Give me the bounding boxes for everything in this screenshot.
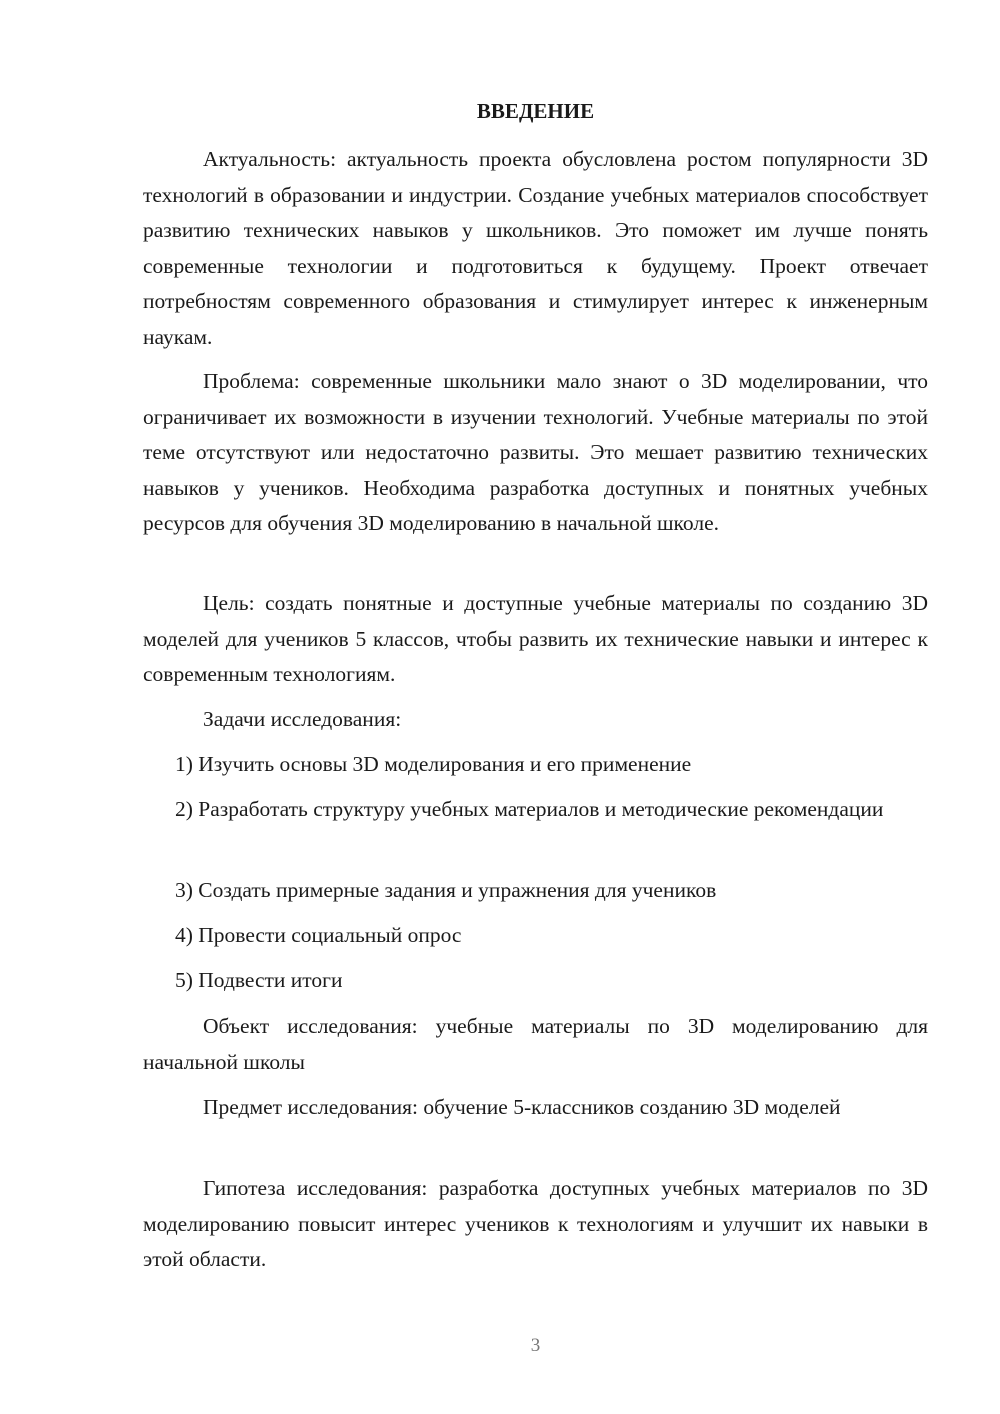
page-number: 3 — [530, 1335, 541, 1356]
task-item-1: 1) Изучить основы 3D моделирования и его применение — [175, 752, 692, 776]
task-item-4: 4) Провести социальный опрос — [175, 923, 462, 947]
task-item-2: 2) Разработать структуру учебных материалов и методические рекомендации — [175, 797, 884, 821]
paragraph-relevance: Актуальность: актуальность проекта обусловлена ростом популярности 3D технологий в образовании и индустрии. Создание учебных материалов способствует развитию технических навыков у школьников. Это поможет им лучше понять современные технологии и подготовиться к будущему. Проект отвечает потребностям современного образования и стимулирует интерес к инженерным наукам. — [143, 147, 928, 349]
paragraph-object: Объект исследования: учебные материалы по 3D моделированию для начальной школы — [143, 1014, 928, 1074]
task-item-3: 3) Создать примерные задания и упражнения для учеников — [175, 878, 717, 902]
paragraph-problem: Проблема: современные школьники мало знают о 3D моделировании, что ограничивает их возможности в изучении технологий. Учебные материалы по этой теме отсутствуют или недостаточно развиты. Это мешает развитию технических навыков у учеников. Необходима разработка доступных и понятных учебных ресурсов для обучения 3D моделированию в начальной школе. — [143, 369, 928, 535]
page-title: ВВЕДЕНИЕ — [476, 99, 595, 123]
tasks-heading: Задачи исследования: — [203, 707, 402, 731]
paragraph-subject: Предмет исследования: обучение 5-классников созданию 3D моделей — [203, 1095, 841, 1119]
paragraph-hypothesis: Гипотеза исследования: разработка доступных учебных материалов по 3D моделированию повысит интерес учеников к технологиям и улучшит их навыки в этой области. — [143, 1176, 928, 1271]
paragraph-goal: Цель: создать понятные и доступные учебные материалы по созданию 3D моделей для учеников 5 классов, чтобы развить их технические навыки и интерес к современным технологиям. — [143, 591, 928, 686]
task-item-5: 5) Подвести итоги — [175, 968, 343, 992]
